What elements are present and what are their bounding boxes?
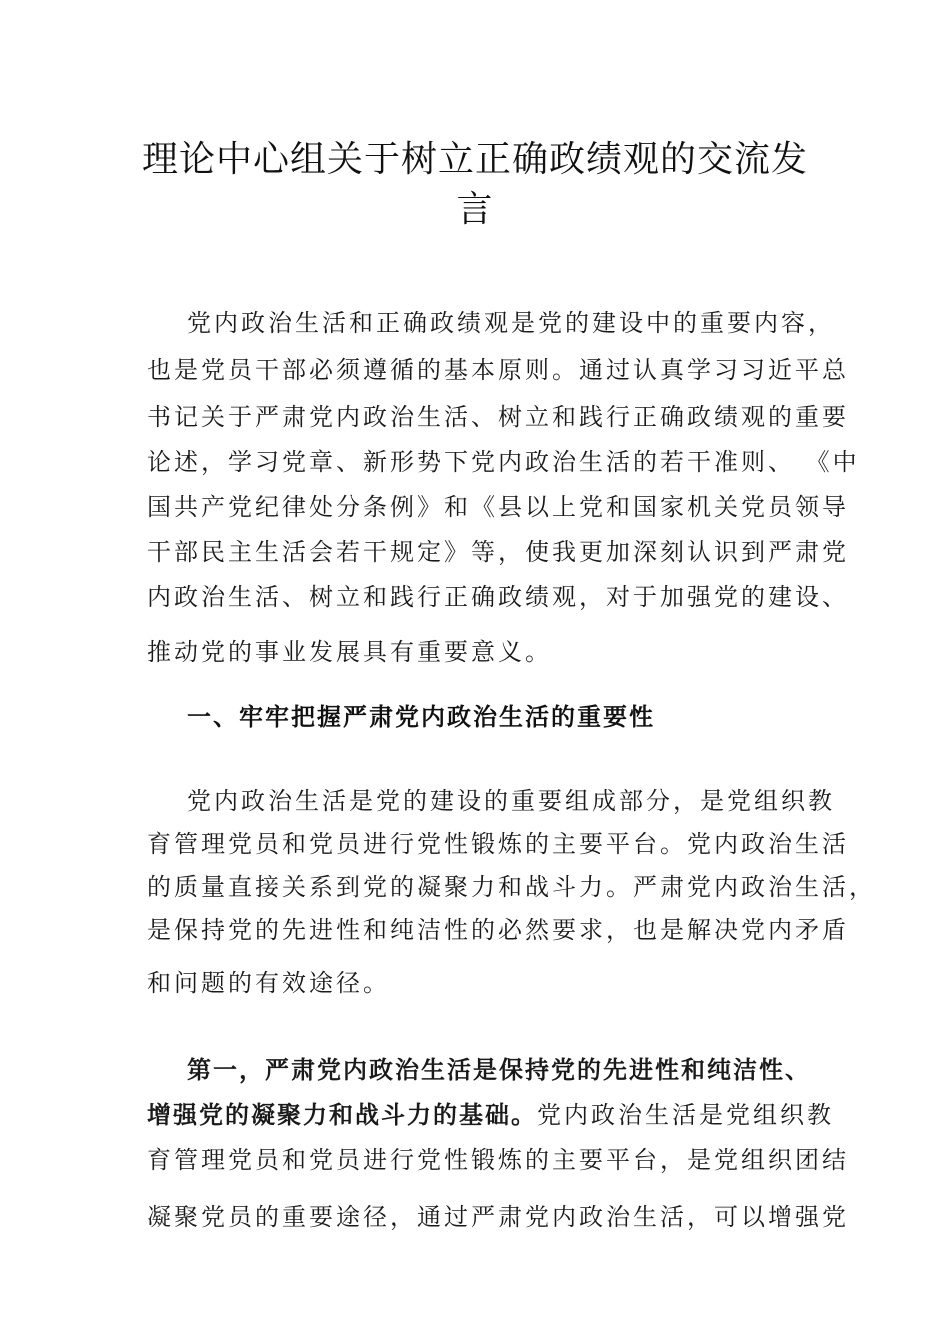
point1-line2-rest: 党内政治生活是党组织教 — [537, 1101, 834, 1129]
point1-bold-lead-1: 第一，严肃党内政治生活是保持党的先进性和纯洁性、 — [187, 1055, 811, 1084]
title-line-1: 理论中心组关于树立正确政绩观的交流发 — [141, 139, 808, 180]
paragraph-line: 国共产党纪律处分条例》和《县以上党和国家机关党员领导 — [147, 493, 849, 521]
paragraph-line: 党内政治生活和正确政绩观是党的建设中的重要内容， — [187, 309, 835, 337]
paragraph-line: 论述，学习党章、新形势下党内政治生活的若干准则、 《中 — [147, 448, 860, 476]
paragraph-line: 是保持党的先进性和纯洁性的必然要求，也是解决党内矛盾 — [147, 916, 849, 944]
paragraph-line: 的质量直接关系到党的凝聚力和战斗力。严肃党内政治生活， — [147, 873, 876, 901]
paragraph-line: 也是党员干部必须遵循的基本原则。通过认真学习习近平总 — [147, 356, 849, 384]
point1-bold-lead-2: 增强党的凝聚力和战斗力的基础。 — [147, 1100, 537, 1129]
document-title — [120, 135, 830, 235]
paragraph-line — [147, 1095, 834, 1135]
section-heading-1: 一、牢牢把握严肃党内政治生活的重要性 — [187, 702, 655, 731]
paragraph-line — [147, 1050, 817, 1090]
paragraph-line: 内政治生活、树立和践行正确政绩观，对于加强党的建设、 — [147, 583, 849, 611]
paragraph-line: 党内政治生活是党的建设的重要组成部分，是党组织教 — [187, 787, 835, 815]
paragraph-line: 干部民主生活会若干规定》等，使我更加深刻认识到严肃党 — [147, 538, 849, 566]
paragraph-line: 推动党的事业发展具有重要意义。 — [147, 638, 552, 666]
paragraph-line: 育管理党员和党员进行党性锻炼的主要平台。党内政治生活 — [147, 830, 849, 858]
paragraph-line: 凝聚党员的重要途径，通过严肃党内政治生活，可以增强党 — [147, 1203, 849, 1231]
paragraph-line: 育管理党员和党员进行党性锻炼的主要平台，是党组织团结 — [147, 1146, 849, 1174]
section1-paragraph — [147, 781, 876, 1003]
point1-paragraph — [147, 1050, 849, 1237]
intro-paragraph — [147, 303, 860, 672]
paragraph-line: 和问题的有效途径。 — [147, 969, 390, 997]
paragraph-line: 书记关于严肃党内政治生活、树立和践行正确政绩观的重要 — [147, 403, 849, 431]
title-line-2: 言 — [456, 189, 494, 230]
